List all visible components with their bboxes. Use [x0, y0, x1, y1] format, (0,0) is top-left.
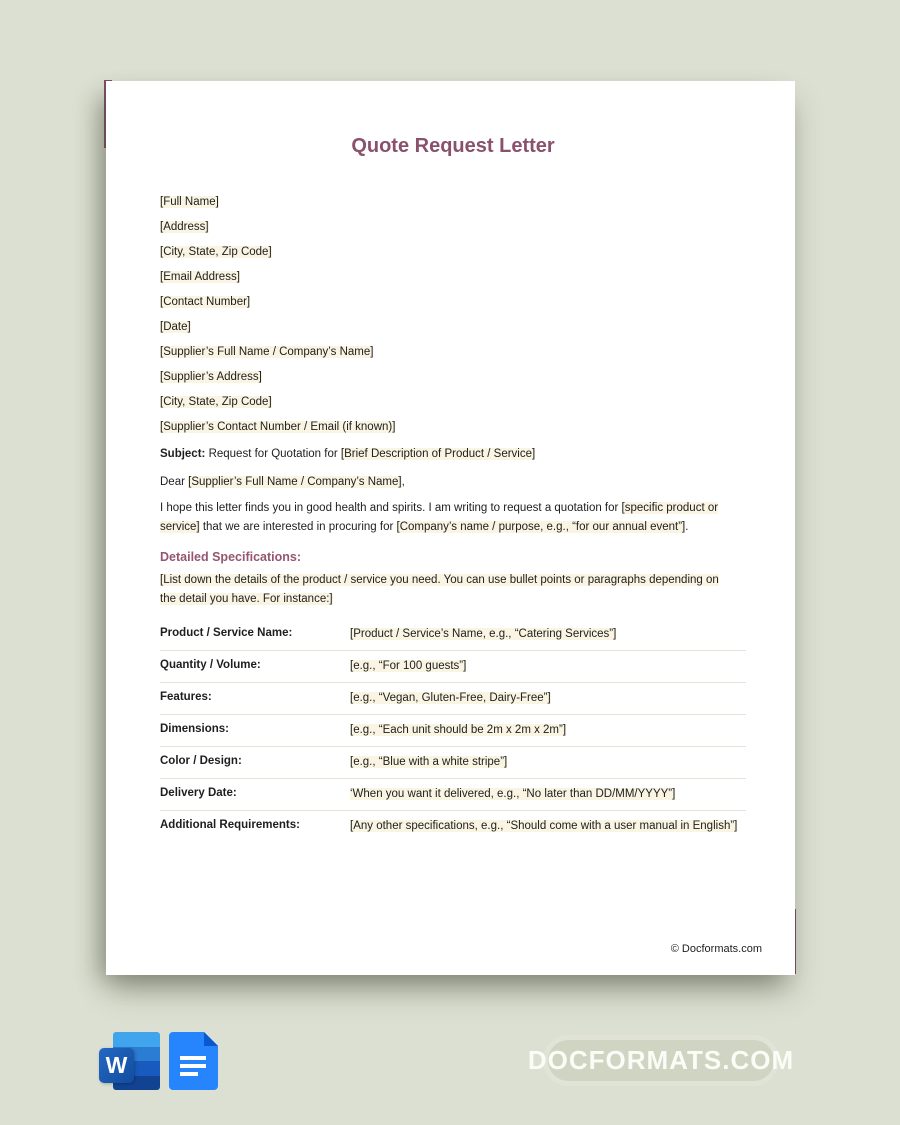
sender-address-block: [160, 194, 746, 310]
placeholder-highlight: [City, State, Zip Code]: [160, 246, 272, 258]
spec-label: Product / Service Name:: [160, 627, 293, 639]
spec-label: Color / Design:: [160, 755, 242, 767]
placeholder-highlight: [Supplier’s Contact Number / Email (if known)]: [160, 421, 396, 433]
spec-value: [350, 747, 746, 779]
spec-value: [350, 779, 746, 811]
spec-row: [160, 779, 746, 811]
placeholder-highlight: [Contact Number]: [160, 296, 251, 308]
placeholder-highlight: [e.g., “For 100 guests”]: [350, 660, 467, 672]
specifications-table: [160, 619, 746, 842]
spec-row: [160, 811, 746, 843]
page-title: Quote Request Letter: [351, 135, 555, 157]
sender-address-line: [160, 294, 746, 310]
docs-text-line: [180, 1056, 206, 1060]
spec-value: [350, 651, 746, 683]
recipient-address-line: [160, 344, 746, 360]
docs-text-line: [180, 1072, 198, 1076]
recipient-address-line: [160, 419, 746, 435]
placeholder-highlight: [Supplier’s Full Name / Company’s Name]: [160, 346, 374, 358]
spec-row: [160, 619, 746, 651]
spec-value: [350, 683, 746, 715]
spec-value: [350, 619, 746, 651]
placeholder-highlight: [Full Name]: [160, 196, 219, 208]
docformats-watermark-badge[interactable]: DOCFORMATS.COM: [543, 1035, 779, 1086]
date-placeholder: [Date]: [160, 321, 191, 333]
subject-line: Subject: Request for Quotation for [Brief Description of Product / Service]: [160, 448, 536, 460]
recipient-address-line: [160, 394, 746, 410]
placeholder-highlight: [e.g., “Blue with a white stripe”]: [350, 756, 508, 768]
sender-address-line: [160, 194, 746, 210]
spec-label: Additional Requirements:: [160, 819, 300, 831]
document-page: [106, 81, 795, 975]
placeholder-highlight: [Supplier’s Full Name / Company’s Name]: [188, 476, 402, 488]
sender-address-line: [160, 269, 746, 285]
placeholder-highlight: [Email Address]: [160, 271, 240, 283]
placeholder-highlight: [Any other specifications, e.g., “Should come with a user manual in English”]: [350, 820, 738, 832]
placeholder-highlight: [specific product or service]: [160, 502, 719, 533]
placeholder-highlight: [e.g., “Each unit should be 2m x 2m x 2m”]: [350, 724, 567, 736]
spec-value: [350, 715, 746, 747]
placeholder-highlight: [City, State, Zip Code]: [160, 396, 272, 408]
specs-note-paragraph: [160, 571, 725, 609]
spec-value: [350, 811, 746, 843]
copyright-text: © Docformats.com: [670, 943, 762, 955]
spec-label: Features:: [160, 691, 212, 703]
detailed-specifications-heading: Detailed Specifications:: [160, 550, 302, 564]
placeholder-highlight: ‘When you want it delivered, e.g., “No later than DD/MM/YYYY”]: [350, 788, 676, 800]
placeholder-highlight: [List down the details of the product / service you need. You can use bullet points or paragraphs depending on the detail you have. For instance:]: [160, 574, 719, 605]
placeholder-highlight: [Company’s name / purpose, e.g., “for our annual event”]: [396, 521, 686, 533]
sender-address-line: [160, 219, 746, 235]
spec-label: Dimensions:: [160, 723, 230, 735]
ms-word-icon[interactable]: [99, 1032, 160, 1090]
placeholder-highlight: [Address]: [160, 221, 209, 233]
spec-row: [160, 651, 746, 683]
spec-row: [160, 715, 746, 747]
sender-address-line: [160, 244, 746, 260]
placeholder-highlight: [Product / Service’s Name, e.g., “Catering Services”]: [350, 628, 617, 640]
spec-label: Delivery Date:: [160, 787, 237, 799]
docs-text-line: [180, 1064, 206, 1068]
ms-word-letter-badge: W: [99, 1048, 134, 1083]
spec-row: [160, 747, 746, 779]
salutation-line: Dear [Supplier’s Full Name / Company’s Name],: [160, 476, 405, 488]
placeholder-highlight: [Supplier’s Address]: [160, 371, 262, 383]
spec-row: [160, 683, 746, 715]
placeholder-highlight: [e.g., “Vegan, Gluten-Free, Dairy-Free”]: [350, 692, 551, 704]
date-line: [160, 319, 746, 335]
intro-paragraph: I hope this letter finds you in good health and spirits. I am writing to request a quotation for [specific product or service] that we are interested in procuring for [Company’s name / purpose, e.g., “for our annual event”].: [160, 502, 719, 533]
placeholder-highlight: [Brief Description of Product / Service]: [340, 448, 536, 460]
google-docs-icon[interactable]: [169, 1032, 218, 1090]
recipient-address-line: [160, 369, 746, 385]
recipient-address-block: [160, 344, 746, 435]
spec-label: Quantity / Volume:: [160, 659, 261, 671]
